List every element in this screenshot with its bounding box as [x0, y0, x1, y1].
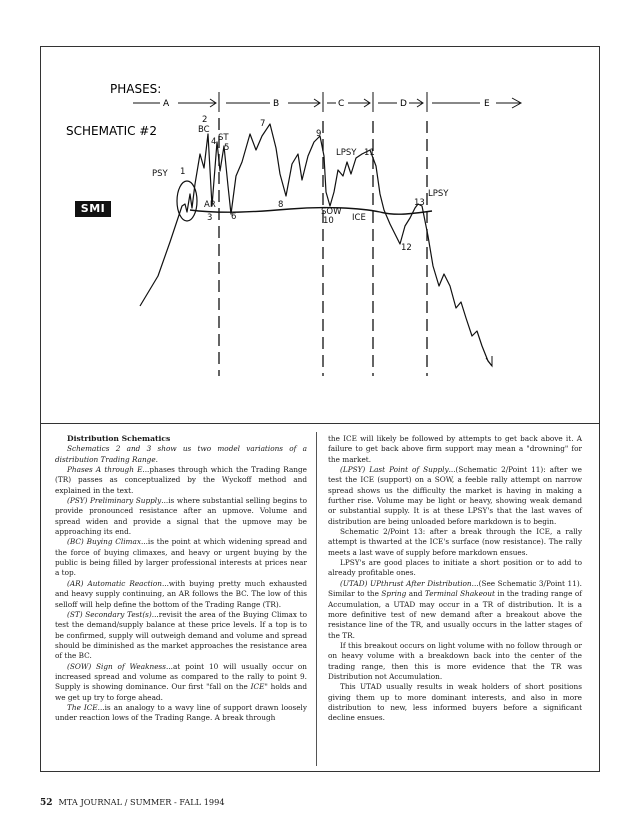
- paragraph: (SOW) Sign of Weakness...at point 10 will usually occur on increased spread and volume as compared to the rally to point 9. Supply is showing dominance. Our first "fall on the ICE" holds and we get up try to forge ahead.: [55, 661, 307, 702]
- smi-logo: SMI: [75, 201, 111, 217]
- paragraph: (LPSY) Last Point of Supply...(Schematic 2/Point 11): after we test the ICE (support) on a SOW, a feeble rally attempt on narrow spread shows us the difficulty the market is having in making a further rise. Volume may be light or heavy, showing weak demand or substantial supply. It is at these LPSY's that the last waves of distribution are being unloaded before markdown is to begin.: [328, 465, 582, 526]
- point-7-label: 7: [260, 119, 266, 129]
- phase-b-label: B: [273, 99, 280, 109]
- paragraph: Phases A through E...phases through which the Trading Range (TR) passes as conceptualized by the Wyckoff method and explained in the text.: [55, 465, 307, 495]
- st-label: ST: [218, 133, 229, 143]
- paragraph: If this breakout occurs on light volume with no follow through or on heavy volume with a breakdown back into the center of the trading range, then this is more evidence that the TR was Distribution not Accumulation.: [328, 640, 582, 681]
- psy-circle: [177, 181, 197, 221]
- paragraph: Schematic 2/Point 13: after a break through the ICE, a rally attempt is thwarted at the ICE's surface (now resistance). The rally meets a last wave of supply before markdown ensues.: [328, 527, 582, 557]
- phases-label: PHASES:: [110, 82, 162, 96]
- ice-label: ICE: [352, 213, 366, 223]
- paragraph: This UTAD usually results in weak holders of short positions giving them up to more dominant interests, and also in more distribution to new, less informed buyers before a significant decline ensues.: [328, 682, 582, 723]
- schematic-diagram: [40, 46, 600, 424]
- paragraph: (PSY) Preliminary Supply...is where substantial selling begins to provide pronounced resistance after an upmove. Volume and spread widen and provide a signal that the upmove may be approaching its end.: [55, 496, 307, 537]
- point-9-label: 9: [316, 129, 322, 139]
- phase-arrows: [133, 92, 521, 112]
- psy-label: PSY: [152, 169, 168, 179]
- ar-label: AR: [204, 200, 216, 210]
- point-3-label: 3: [207, 213, 213, 223]
- point-1-label: 1: [180, 167, 186, 177]
- paragraph: The ICE...is an analogy to a wavy line of support drawn loosely under reaction lows of the Trading Range. A break through: [55, 702, 307, 723]
- phase-a-label: A: [163, 99, 170, 109]
- schematic-figure: [40, 46, 600, 424]
- paragraph: (AR) Automatic Reaction...with buying pretty much exhausted and heavy supply continuing, an AR follows the BC. The low of this selloff will help define the bottom of the Trading Range (TR).: [55, 578, 307, 609]
- section-heading: Distribution Schematics: [67, 434, 171, 443]
- page-number: 52: [40, 798, 53, 808]
- price-path: [140, 124, 492, 366]
- column-divider: [316, 432, 317, 766]
- text-column-right: [328, 434, 582, 724]
- schematic-title: SCHEMATIC #2: [66, 124, 157, 138]
- paragraph: Schematics 2 and 3 show us two model variations of a distribution Trading Range.: [55, 444, 307, 464]
- paragraph: (UTAD) UPthrust After Distribution...(See Schematic 3/Point 11). Similar to the Spring and Terminal Shakeout in the trading range of Accumulation, a UTAD may occur in a TR of distribution. It is a more definitive test of new demand after a breakout above the resistance line of the TR, and usually occurs in the latter stages of the TR.: [328, 578, 582, 640]
- paragraph: the ICE will likely be followed by attempts to get back above it. A failure to get back above firm support may mean a "drowning" for the market.: [328, 434, 582, 464]
- text-column-left: [55, 434, 307, 724]
- lpsy-label: LPSY: [336, 148, 357, 158]
- paragraph: (ST) Secondary Test(s)...revisit the area of the Buying Climax to test the demand/supply balance at these price levels. If a top is to be confirmed, supply will outweigh demand and volume and spread should be diminished as the market approaches the resistance area of the BC.: [55, 609, 308, 661]
- point-4-label: 4: [211, 137, 217, 147]
- point-13-label: 13: [414, 198, 425, 208]
- phase-c-label: C: [338, 99, 345, 109]
- phase-d-label: D: [400, 99, 407, 109]
- bc-label: BC: [198, 125, 210, 135]
- ice-line: [190, 208, 432, 215]
- point-5-label: 5: [224, 143, 230, 153]
- point-8-label: 8: [278, 200, 284, 210]
- paragraph: LPSY's are good places to initiate a short position or to add to already profitable ones.: [328, 558, 582, 578]
- paragraph: (BC) Buying Climax...is the point at which widening spread and the force of buying climaxes, and heavy or urgent buying by the public is being filled by larger professional interests at prices near a top.: [55, 537, 308, 578]
- point-11-label: 11: [364, 148, 375, 158]
- point-12-label: 12: [401, 243, 412, 253]
- point-2-label: 2: [202, 115, 208, 125]
- page-footer: [40, 797, 225, 808]
- phase-dividers: [219, 118, 427, 376]
- lpsy-2-label: LPSY: [428, 189, 449, 199]
- point-10-label: 10: [323, 216, 334, 226]
- point-6-label: 6: [231, 212, 237, 222]
- phase-e-label: E: [484, 99, 490, 109]
- journal-title: MTA JOURNAL / SUMMER - FALL 1994: [58, 797, 225, 807]
- sow-label: SOW: [321, 207, 342, 217]
